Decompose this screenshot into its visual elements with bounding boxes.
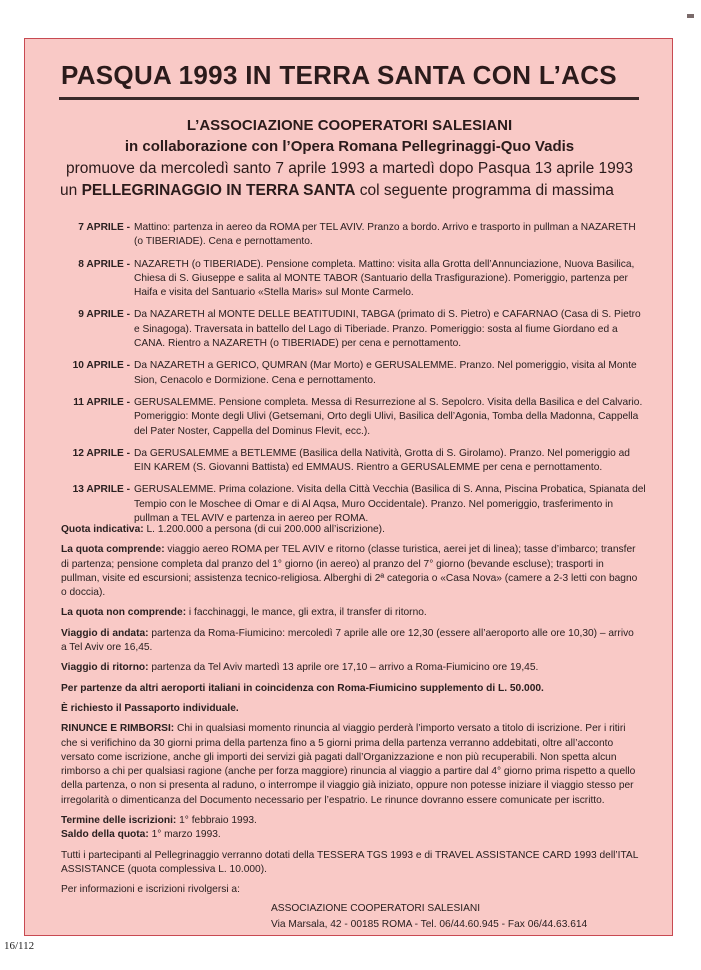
- rinunce-paragraph: [61, 722, 641, 808]
- termine-label: Termine delle iscrizioni:: [61, 815, 177, 827]
- saldo-paragraph: [61, 828, 641, 842]
- partecipanti-paragraph: Tutti i partecipanti al Pellegrinaggio verranno dotati della TESSERA TGS 1993 e di TRAVEL ASSISTANCE CARD 1993 dell’ITAL ASSISTANCE (quota complessiva L. 10.000).: [61, 849, 639, 875]
- program-line-pre: un: [60, 182, 82, 199]
- day-description: Da NAZARETH al MONTE DELLE BEATITUDINI, TABGA (primato di S. Pietro) e CAFARNAO (Casa di S. Pietro e Sinagoga). Traversata in battello del Lago di Tiberiade. Pranzo. Pomeriggio: sosta al fiume Giordano ed a CANA. Rientro a NAZARETH (o TIBERIADE) per cena e pernottamento.: [134, 309, 641, 350]
- andata-label: Viaggio di andata:: [61, 627, 149, 639]
- ritorno-text: partenza da Tel Aviv martedì 13 aprile ore 17,10 – arrivo a Roma-Fiumicino ore 19,45.: [148, 662, 539, 674]
- intro-block: [25, 117, 674, 204]
- program-line-post: col seguente programma di massima: [355, 182, 614, 199]
- day-description: NAZARETH (o TIBERIADE). Pensione completa. Mattino: visita alla Grotta dell’Annunciazione, Nuova Basilica, Chiesa di S. Giuseppe e salita al MONTE TABOR (Santuario della Trasfigurazione). Pomeriggio, partenza per Haifa e visita del Santuario «Stella Maris» sul Monte Carmelo.: [134, 258, 635, 299]
- collaboration-line: in collaborazione con l’Opera Romana Pellegrinaggi-Quo Vadis: [124, 138, 575, 155]
- terms-section: [61, 523, 641, 932]
- title-underline: [59, 97, 639, 100]
- comprende-text: viaggio aereo ROMA per TEL AVIV e ritorno (classe turistica, aerei jet di linea); tasse d’imbarco; transfer di partenza; pensione completa dal pranzo del 1° giorno (in aereo) al pranzo del 7° giorno (bevande escluse); trasporti in pullman, visite ed escursioni; assistenza tecnico-religiosa. Alberghi di 2ª categoria o «Casa Nova» (camere a 2-3 letti con bagno o doccia).: [61, 544, 638, 599]
- corner-mark: [687, 14, 694, 18]
- itinerary-list: [37, 221, 647, 534]
- rinunce-label: RINUNCE E RIMBORSI:: [61, 723, 175, 735]
- day-description: Da NAZARETH a GERICO, QUMRAN (Mar Morto) e GERUSALEMME. Pranzo. Nel pomeriggio, visita al Monte Sion, Cenacolo e Dormizione. Cena e pernottamento.: [134, 360, 637, 386]
- itinerary-day: [37, 258, 647, 301]
- saldo-label: Saldo della quota:: [61, 829, 149, 841]
- day-date: 10 APRILE -: [72, 360, 130, 372]
- page-number: 16/112: [4, 940, 35, 952]
- day-description: Da GERUSALEMME a BETLEMME (Basilica della Natività, Grotta di S. Girolamo). Pranzo. Nel pomeriggio ad EIN KAREM (S. Giovanni Battista) ed EMMAUS. Rientro a GERUSALEMME per cena e pernottamento.: [134, 447, 630, 474]
- non-comprende-paragraph: [61, 606, 641, 620]
- itinerary-day: [37, 359, 647, 388]
- comprende-paragraph: [61, 543, 641, 600]
- informazioni-paragraph: Per informazioni e iscrizioni rivolgersi a:: [61, 884, 240, 896]
- day-description: GERUSALEMME. Prima colazione. Visita della Città Vecchia (Basilica di S. Anna, Piscina Probatica, Spianata del Tempio con le Moschee di Omar e di Al Aqsa, Muro Occidentale). Pranzo. Nel pomeriggio, trasferimento in pullman a TEL AVIV e partenza in aereo per ROMA.: [134, 484, 646, 525]
- itinerary-day: [37, 396, 647, 439]
- contact-address: [61, 902, 641, 933]
- quota-text: L. 1.200.000 a persona (di cui 200.000 all’iscrizione).: [143, 524, 385, 535]
- non-comprende-text: i facchinaggi, le mance, gli extra, il transfer di ritorno.: [186, 607, 427, 619]
- flyer-panel: [24, 38, 673, 936]
- day-date: 8 APRILE -: [78, 258, 130, 270]
- quota-label: Quota indicativa:: [61, 524, 144, 535]
- itinerary-day: [37, 483, 647, 526]
- program-line: [25, 182, 674, 204]
- saldo-text: 1° marzo 1993.: [148, 829, 221, 841]
- itinerary-day: [37, 308, 647, 351]
- termine-text: 1° febbraio 1993.: [176, 815, 257, 827]
- ritorno-label: Viaggio di ritorno:: [61, 662, 149, 674]
- itinerary-day: [37, 221, 647, 250]
- andata-paragraph: [61, 627, 641, 656]
- quota-paragraph: [61, 523, 641, 537]
- passaporto-note: È richiesto il Passaporto individuale.: [61, 702, 239, 714]
- organizer-name: L’ASSOCIAZIONE COOPERATORI SALESIANI: [186, 117, 513, 134]
- rinunce-text: Chi in qualsiasi momento rinuncia al viaggio perderà l’importo versato a titolo di iscrizione. Per i ritiri che si verifichino da 30 giorni prima della partenza fino a 5 giorni prima della partenza verranno addebitati, oltre all’acconto versato come iscrizione, anche gli importi dei servizi già pagati dall’Organizzazione e non più recuperabili. Non spetta alcun rimborso a chi per qualsiasi ragione (anche per forza maggiore) rinuncia al viaggio a partire dal 4° giorno prima rispetto a quello della partenza, o non si presenta al raduno, o interrompe il viaggio già iniziato, oppure non potesse iniziare il viaggio stesso per irregolarità o dimenticanza del Documento necessario per l’espatrio. Le rinunce dovranno essere comunicate per iscritto.: [61, 723, 636, 806]
- dates-line: promuove da mercoledì santo 7 aprile 1993 a martedì dopo Pasqua 13 aprile 1993: [66, 160, 633, 177]
- andata-text: partenza da Roma-Fiumicino: mercoledì 7 aprile alle ore 12,30 (essere all’aeroporto alle ore 10,30) – arrivo a Tel Aviv ore 16,45.: [61, 627, 634, 654]
- day-date: 11 APRILE -: [73, 396, 130, 408]
- program-line-bold: PELLEGRINAGGIO IN TERRA SANTA: [81, 182, 356, 199]
- partenze-note: Per partenze da altri aeroporti italiani in coincidenza con Roma-Fiumicino supplemento di L. 50.000.: [61, 682, 544, 694]
- day-date: 7 APRILE -: [78, 222, 130, 233]
- day-description: Mattino: partenza in aereo da ROMA per TEL AVIV. Pranzo a bordo. Arrivo e trasporto in pullman a NAZARETH (o TIBERIADE). Cena e pernottamento.: [134, 222, 636, 248]
- ritorno-paragraph: [61, 661, 641, 675]
- termine-paragraph: [61, 814, 641, 828]
- day-date: 9 APRILE -: [78, 309, 130, 321]
- non-comprende-label: La quota non comprende:: [61, 607, 187, 619]
- itinerary-day: [37, 447, 647, 476]
- address-details: Via Marsala, 42 - 00185 ROMA - Tel. 06/44.60.945 - Fax 06/44.63.614: [271, 918, 588, 930]
- address-organization: ASSOCIAZIONE COOPERATORI SALESIANI: [271, 902, 481, 914]
- day-date: 12 APRILE -: [72, 447, 130, 459]
- page-title: PASQUA 1993 IN TERRA SANTA CON L’ACS: [61, 60, 617, 90]
- comprende-label: La quota comprende:: [61, 544, 165, 556]
- day-date: 13 APRILE -: [72, 484, 130, 496]
- day-description: GERUSALEMME. Pensione completa. Messa di Resurrezione al S. Sepolcro. Visita della Basilica e del Calvario. Pomeriggio: Monte degli Ulivi (Getsemani, Orto degli Ulivi, Basilica dell’Agonia, Tomba della Madonna, Cappella del Pater Noster, Cappella del Dominus Flevit, ecc.).: [134, 396, 643, 437]
